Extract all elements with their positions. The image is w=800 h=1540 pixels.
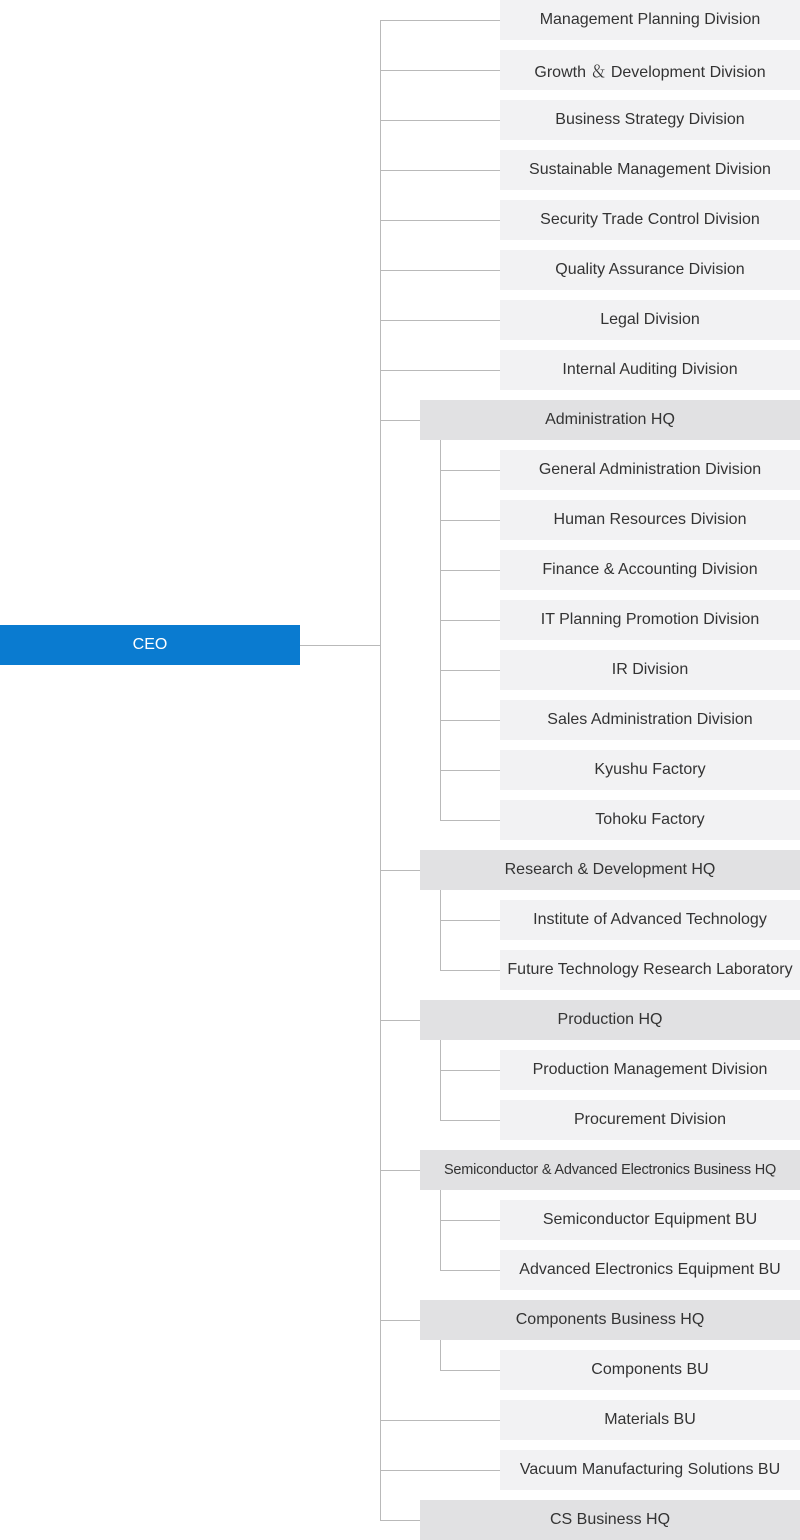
- sub-division-node: IT Planning Promotion Division: [500, 600, 800, 640]
- connector-line: [380, 1470, 500, 1471]
- hq-node: Components Business HQ: [420, 1300, 800, 1340]
- division-node: Vacuum Manufacturing Solutions BU: [500, 1450, 800, 1490]
- sub-division-node: General Administration Division: [500, 450, 800, 490]
- division-node: Internal Auditing Division: [500, 350, 800, 390]
- sub-connector-line: [440, 770, 500, 771]
- sub-division-node: Components BU: [500, 1350, 800, 1390]
- sub-connector-line: [440, 1070, 500, 1071]
- sub-trunk-line: [440, 440, 441, 821]
- main-trunk-line: [380, 20, 381, 1521]
- sub-division-node: Future Technology Research Laboratory: [500, 950, 800, 990]
- sub-division-node: Production Management Division: [500, 1050, 800, 1090]
- sub-connector-line: [440, 1270, 500, 1271]
- connector-line: [380, 1320, 420, 1321]
- sub-division-node: Advanced Electronics Equipment BU: [500, 1250, 800, 1290]
- sub-division-node: Finance & Accounting Division: [500, 550, 800, 590]
- connector-line: [380, 1520, 420, 1521]
- connector-line: [380, 270, 500, 271]
- connector-line: [380, 170, 500, 171]
- division-node: Materials BU: [500, 1400, 800, 1440]
- sub-connector-line: [440, 1120, 500, 1121]
- sub-connector-line: [440, 670, 500, 671]
- sub-connector-line: [440, 820, 500, 821]
- sub-connector-line: [440, 920, 500, 921]
- division-node: Sustainable Management Division: [500, 150, 800, 190]
- division-node: Legal Division: [500, 300, 800, 340]
- ceo-node: CEO: [0, 625, 300, 665]
- connector-line: [380, 420, 420, 421]
- connector-line: [380, 870, 420, 871]
- sub-trunk-line: [440, 1340, 441, 1371]
- connector-line: [380, 120, 500, 121]
- connector-line: [380, 70, 500, 71]
- sub-connector-line: [440, 620, 500, 621]
- sub-connector-line: [440, 970, 500, 971]
- sub-trunk-line: [440, 1190, 441, 1271]
- sub-connector-line: [440, 1220, 500, 1221]
- sub-division-node: Procurement Division: [500, 1100, 800, 1140]
- sub-trunk-line: [440, 1040, 441, 1121]
- connector-line: [380, 320, 500, 321]
- sub-connector-line: [440, 720, 500, 721]
- hq-node: Research & Development HQ: [420, 850, 800, 890]
- connector-line: [380, 1170, 420, 1171]
- connector-line: [380, 370, 500, 371]
- sub-division-node: Tohoku Factory: [500, 800, 800, 840]
- division-node: Growth ＆ Development Division: [500, 50, 800, 90]
- sub-connector-line: [440, 1370, 500, 1371]
- sub-division-node: Institute of Advanced Technology: [500, 900, 800, 940]
- connector-line: [380, 1420, 500, 1421]
- ceo-connector-line: [300, 645, 380, 646]
- division-node: Business Strategy Division: [500, 100, 800, 140]
- hq-node: CS Business HQ: [420, 1500, 800, 1540]
- sub-trunk-line: [440, 890, 441, 971]
- hq-node: Semiconductor & Advanced Electronics Business HQ: [420, 1150, 800, 1190]
- sub-division-node: IR Division: [500, 650, 800, 690]
- sub-division-node: Human Resources Division: [500, 500, 800, 540]
- division-node: Quality Assurance Division: [500, 250, 800, 290]
- connector-line: [380, 20, 500, 21]
- hq-node: Production HQ: [420, 1000, 800, 1040]
- sub-division-node: Sales Administration Division: [500, 700, 800, 740]
- sub-connector-line: [440, 470, 500, 471]
- sub-connector-line: [440, 570, 500, 571]
- sub-division-node: Kyushu Factory: [500, 750, 800, 790]
- hq-node: Administration HQ: [420, 400, 800, 440]
- connector-line: [380, 220, 500, 221]
- sub-connector-line: [440, 520, 500, 521]
- division-node: Management Planning Division: [500, 0, 800, 40]
- connector-line: [380, 1020, 420, 1021]
- sub-division-node: Semiconductor Equipment BU: [500, 1200, 800, 1240]
- division-node: Security Trade Control Division: [500, 200, 800, 240]
